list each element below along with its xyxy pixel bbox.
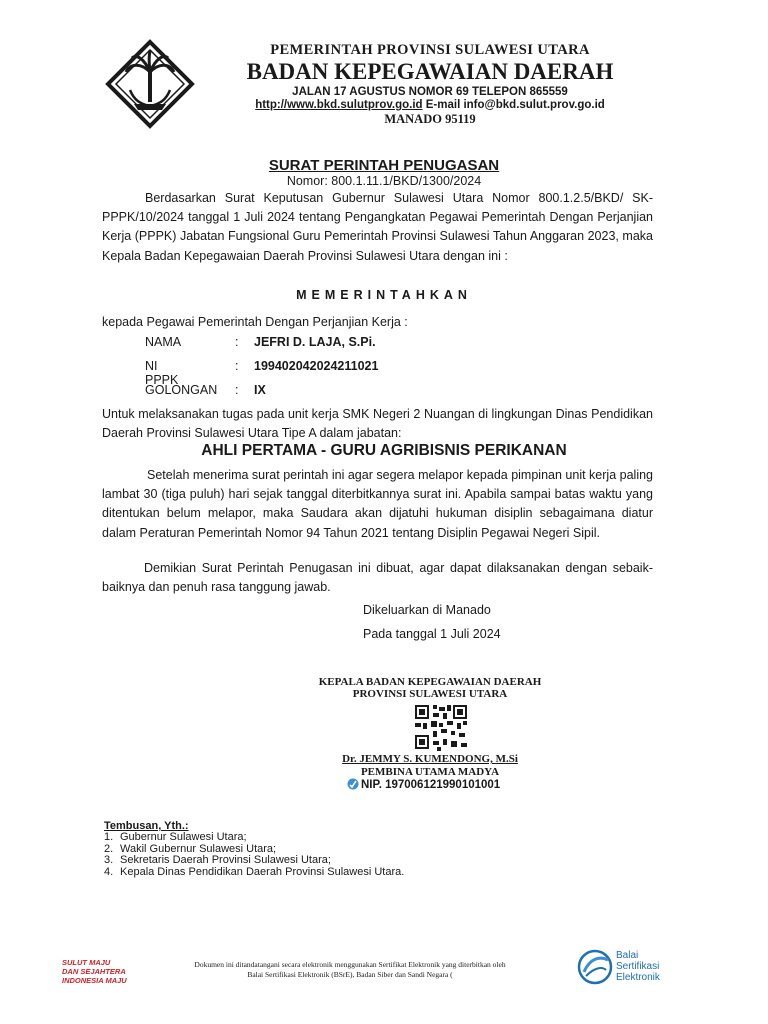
agency-name: BADAN KEPEGAWAIAN DAERAH: [246, 59, 614, 84]
field-label: NAMA: [145, 335, 182, 349]
list-item: 2. Wakil Gubernur Sulawesi Utara;: [104, 842, 277, 855]
signatory-nip: [347, 778, 500, 791]
document-number: Nomor: 800.1.11.1/BKD/1300/2024: [286, 174, 482, 188]
sulawesi-utara-emblem-icon: [104, 38, 196, 130]
command-heading: MEMERINTAHKAN: [296, 288, 472, 302]
nip-text: NIP. 197006121990101001: [361, 779, 501, 791]
bsre-logo-icon: [576, 948, 614, 986]
list-item: 3. Sekretaris Daerah Provinsi Sulawesi Utara;: [104, 854, 331, 866]
list-item: 4. Kepala Dinas Pendidikan Daerah Provinsi Sulawesi Utara.: [104, 865, 405, 878]
field-label: NI PPPK: [145, 359, 179, 387]
agency-address: JALAN 17 AGUSTUS NOMOR 69 TELEPON 865559: [292, 86, 568, 98]
signatory-rank: PEMBINA UTAMA MADYA: [360, 766, 500, 778]
list-item: 1. Gubernur Sulawesi Utara;: [104, 831, 247, 843]
email-text: E-mail info@bkd.sulut.prov.go.id: [422, 99, 605, 111]
signatory-province: PROVINSI SULAWESI UTARA: [352, 688, 508, 700]
field-value-golongan: IX: [254, 383, 266, 397]
task-paragraph: Untuk melaksanakan tugas pada unit kerja SMK Negeri 2 Nuangan di lingkungan Dinas Pendidikan Daerah Provinsi Sulawesi Utara Tipe A dalam jabatan:: [102, 407, 653, 441]
contact-line: [210, 99, 650, 111]
addressee-line: kepada Pegawai Pemerintah Dengan Perjanjian Kerja :: [102, 315, 408, 329]
issued-date: Pada tanggal 1 Juli 2024: [363, 627, 501, 641]
document-title: SURAT PERINTAH PENUGASAN: [268, 157, 500, 174]
signatory-title: KEPALA BADAN KEPEGAWAIAN DAERAH: [318, 676, 542, 688]
field-value-nama: JEFRI D. LAJA, S.Pi.: [254, 335, 376, 349]
signatory-name: Dr. JEMMY S. KUMENDONG, M.Si: [342, 753, 518, 765]
field-colon: :: [235, 383, 239, 397]
field-colon: :: [235, 359, 239, 373]
intro-paragraph: Berdasarkan Surat Keputusan Gubernur Sulawesi Utara Nomor 800.1.2.5/BKD/ SK-PPPK/10/2024 tanggal 1 Juli 2024 tentang Pengangkatan Pegawai Pemerintah Dengan Perjanjian Kerja (PPPK) Jabatan Fungsional Guru Pemerintah Provinsi Sulawesi Tahun Anggaran 2023, maka Kepala Badan Kepegawaian Daerah Provinsi Sulawesi Utara dengan ini :: [102, 191, 653, 263]
footer-esign-note: Dokumen ini ditandatangani secara elektronik menggunakan Sertifikat Elektronik yang diterbitkan oleh Balai Sertifikasi Elektronik (BSrE), Badan Siber dan Sandi Negara (: [194, 960, 506, 979]
bsre-wordmark: Balai Sertifikasi Elektronik: [616, 950, 660, 983]
footer-slogan: SULUT MAJU DAN SEJAHTERA INDONESIA MAJU: [62, 958, 127, 985]
issued-place: Dikeluarkan di Manado: [363, 603, 491, 617]
website-link[interactable]: http://www.bkd.sulutprov.go.id: [255, 99, 423, 111]
government-name: PEMERINTAH PROVINSI SULAWESI UTARA: [270, 42, 590, 58]
field-label: GOLONGAN: [145, 383, 218, 397]
qr-code-icon: [413, 703, 469, 751]
agency-city: MANADO 95119: [384, 112, 476, 126]
cc-list: [104, 832, 404, 878]
bsre-badge-icon: [347, 778, 359, 790]
position-title: AHLI PERTAMA - GURU AGRIBISNIS PERIKANAN: [201, 442, 567, 459]
closing-paragraph: Demikian Surat Perintah Penugasan ini dibuat, agar dapat dilaksanakan dengan sebaik-baiknya dan penuh rasa tanggung jawab.: [102, 561, 653, 595]
field-value-nipppk: 199402042024211021: [254, 359, 379, 373]
cc-title: Tembusan, Yth.:: [104, 820, 189, 832]
field-colon: :: [235, 335, 239, 349]
body-paragraph: Setelah menerima surat perintah ini agar segera melapor kepada pimpinan unit kerja paling lambat 30 (tiga puluh) hari sejak tanggal diterbitkannya surat ini. Apabila sampai batas waktu yang ditentukan belum melapor, maka Saudara akan dijatuhi hukuman disiplin sebagaimana diatur dalam Peraturan Pemerintah Nomor 94 Tahun 2021 tentang Disiplin Pegawai Negeri Sipil.: [102, 468, 653, 540]
